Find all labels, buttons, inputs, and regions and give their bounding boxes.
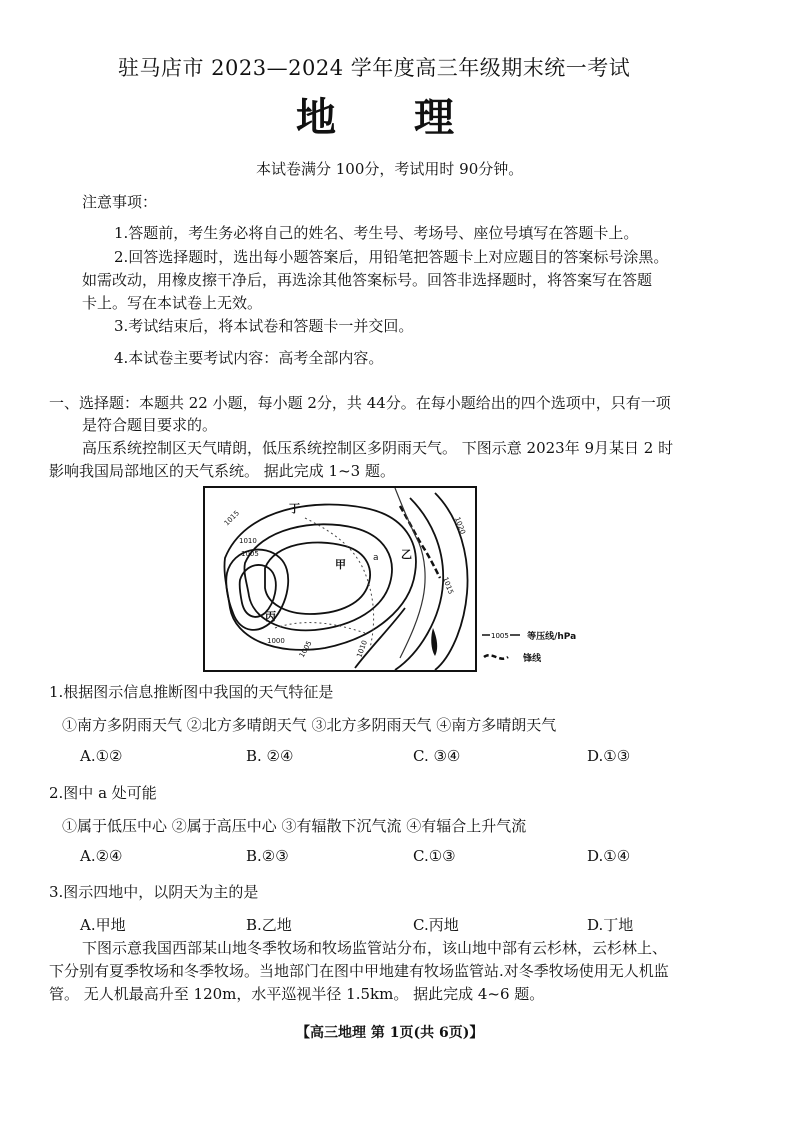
weather-map-drawing <box>205 488 475 670</box>
notice-item-1: 1.答题前，考生务必将自己的姓名、考生号、考场号、座位号填写在答题卡上。 <box>114 224 639 242</box>
notice-item-3: 3.考试结束后，将本试卷和答题卡一并交回。 <box>114 317 414 335</box>
passage-1-line-1: 高压系统控制区天气晴朗，低压系统控制区多阴雨天气。 下图示意 2023年 9月某日 2 时 <box>82 439 674 457</box>
isobar-label-1010: 1010 <box>239 537 257 545</box>
question-3-option-a[interactable]: A.甲地 <box>80 916 126 934</box>
isobar-label-1015: 1015 <box>222 509 242 528</box>
notice-item-2-end: 卡上。写在本试卷上无效。 <box>82 294 263 312</box>
isobar-label-1010-lower: 1010 <box>355 639 369 659</box>
page-footer: 【高三地理 第 1页(共 6页)】 <box>296 1025 484 1041</box>
question-3-option-c[interactable]: C.丙地 <box>413 916 459 934</box>
place-label-bing: 丙 <box>265 610 276 623</box>
isobar-label-1005-lower: 1005 <box>297 639 314 659</box>
exam-title: 驻马店市 2023—2024 学年度高三年级期末统一考试 <box>118 56 631 80</box>
legend-isobar-label: 等压线/hPa <box>527 632 577 642</box>
passage-2-line-3: 管。 无人机最高升至 120m，水平巡视半径 1.5km。 据此完成 4~6 题。 <box>49 985 545 1003</box>
isobar-label-1000: 1000 <box>267 637 285 645</box>
notice-item-4: 4.本试卷主要考试内容：高考全部内容。 <box>114 349 384 367</box>
place-label-jia: 甲 <box>335 558 346 571</box>
section-heading: 一、选择题：本题共 22 小题，每小题 2分，共 44分。在每小题给出的四个选项中，只有一项 <box>49 394 671 412</box>
legend-isobar-symbol <box>482 629 522 641</box>
question-3-option-b[interactable]: B.乙地 <box>246 916 292 934</box>
section-heading-cont: 是符合题目要求的。 <box>82 416 218 434</box>
question-1-statements: ①南方多阴雨天气 ②北方多晴朗天气 ③北方多阴雨天气 ④南方多晴朗天气 <box>62 716 557 734</box>
question-3-option-d[interactable]: D.丁地 <box>587 916 634 934</box>
question-1-option-c[interactable]: C. ③④ <box>413 747 461 765</box>
question-2-option-a[interactable]: A.②④ <box>80 847 123 865</box>
question-2-option-d[interactable]: D.①④ <box>587 847 631 865</box>
question-1-stem: 1.根据图示信息推断图中我国的天气特征是 <box>49 683 334 701</box>
question-2-stem: 2.图中 a 处可能 <box>49 784 157 802</box>
question-2-option-c[interactable]: C.①③ <box>413 847 456 865</box>
point-label-a: a <box>373 553 379 563</box>
question-1-option-d[interactable]: D.①③ <box>587 747 631 765</box>
question-1-option-b[interactable]: B. ②④ <box>246 747 294 765</box>
question-1-option-a[interactable]: A.①② <box>80 747 123 765</box>
place-label-ding: 丁 <box>289 502 300 515</box>
legend-front-label: 锋线 <box>523 654 542 664</box>
notice-item-2: 2.回答选择题时，选出每小题答案后，用铅笔把答题卡上对应题目的答案标号涂黑。 <box>114 248 669 266</box>
passage-1-line-2: 影响我国局部地区的天气系统。 据此完成 1~3 题。 <box>49 462 395 480</box>
isobar-label-1015-right: 1015 <box>441 575 455 596</box>
question-2-statements: ①属于低压中心 ②属于高压中心 ③有辐散下沉气流 ④有辐合上升气流 <box>62 817 527 835</box>
question-2-option-b[interactable]: B.②③ <box>246 847 289 865</box>
notice-item-2-cont: 如需改动，用橡皮擦干净后，再选涂其他答案标号。回答非选择题时，将答案写在答题 <box>82 271 653 289</box>
legend-front-symbol <box>482 651 518 663</box>
exam-intro: 本试卷满分 100分，考试用时 90分钟。 <box>256 160 524 178</box>
legend-isobar-value: 1005 <box>491 631 509 640</box>
legend-front <box>482 646 541 665</box>
place-label-yi: 乙 <box>401 548 412 561</box>
notice-heading: 注意事项： <box>82 193 158 211</box>
passage-2-line-2: 下分别有夏季牧场和冬季牧场。当地部门在图中甲地建有牧场监管站.对冬季牧场使用无人机监 <box>49 962 669 980</box>
subject-title: 地理 <box>296 94 532 141</box>
weather-map <box>203 486 477 672</box>
question-3-stem: 3.图示四地中，以阴天为主的是 <box>49 883 259 901</box>
passage-2-line-1: 下图示意我国西部某山地冬季牧场和牧场监管站分布，该山地中部有云杉林，云杉林上、 <box>82 939 668 957</box>
isobar-label-1005: 1005 <box>241 550 259 558</box>
isobar-label-1020: 1020 <box>453 515 467 536</box>
legend-isobar <box>482 624 576 643</box>
